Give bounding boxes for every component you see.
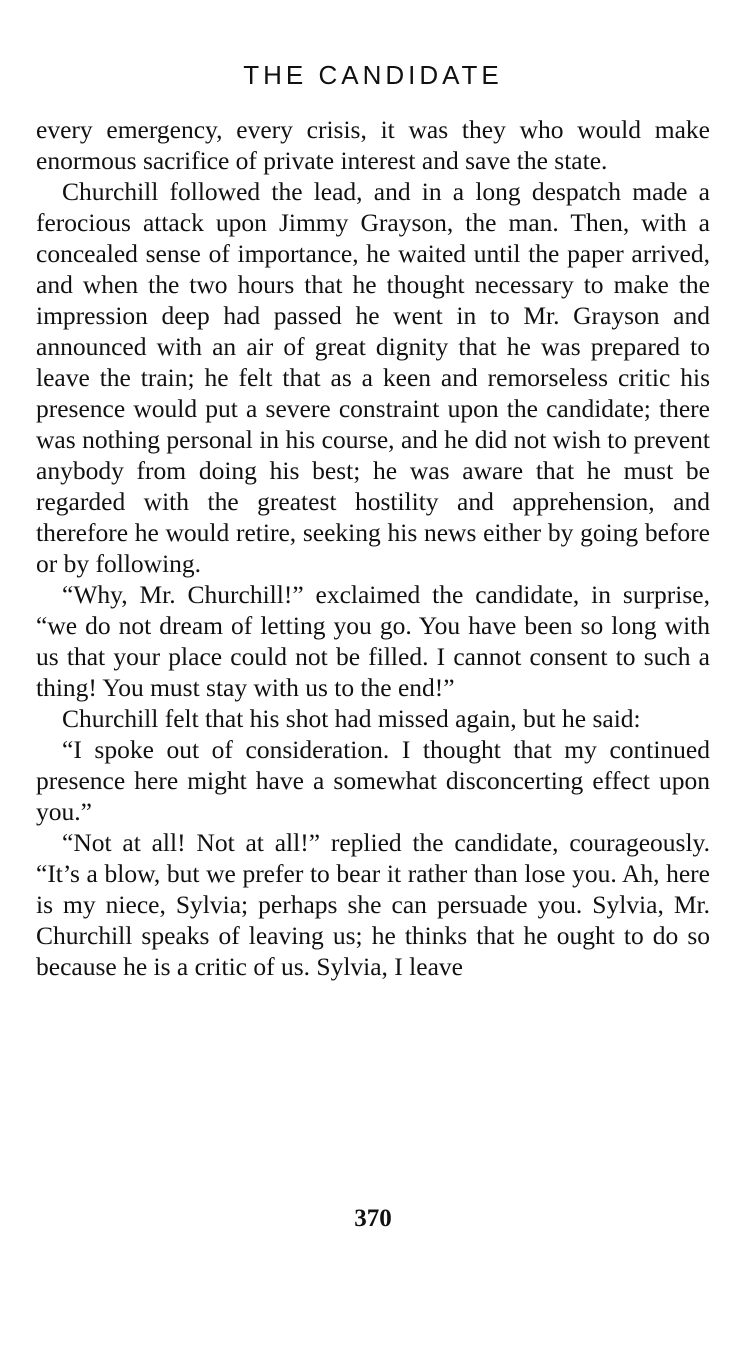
paragraph: “Why, Mr. Churchill!” exclaimed the candidate, in surprise, “we do not dream of letting you go. You have been so long with us that your place could not be filled. I cannot consent to such a thing! You must stay with us to the end!” bbox=[36, 580, 710, 702]
body-text bbox=[36, 114, 710, 982]
running-head: THE CANDIDATE bbox=[243, 60, 503, 90]
page-number: 370 bbox=[354, 1205, 392, 1232]
paragraph: “I spoke out of consideration. I thought that my continued presence here might have a somewhat disconcerting effect upon you.” bbox=[36, 735, 710, 826]
paragraph: “Not at all! Not at all!” replied the candidate, courageously. “It’s a blow, but we prefer to bear it rather than lose you. Ah, here is my niece, Sylvia; perhaps she can persuade you. Sylvia, Mr. Churchill speaks of leaving us; he thinks that he ought to do so because he is a critic of us. Sylvia, I leave bbox=[36, 828, 710, 981]
paragraph-continuation: every emergency, every crisis, it was they who would make enormous sacrifice of private interest and save the state. bbox=[36, 115, 710, 175]
paragraph: Churchill felt that his shot had missed again, but he said: bbox=[62, 704, 641, 733]
paragraph: Churchill followed the lead, and in a long despatch made a ferocious attack upon Jimmy Grayson, the man. Then, with a concealed sense of importance, he waited until the paper arrived, and when the two hours that he thought necessary to make the impression deep had passed he went in to Mr. Grayson and announced with an air of great dignity that he was prepared to leave the train; he felt that as a keen and remorseless critic his presence would put a severe constraint upon the candidate; there was nothing personal in his course, and he did not wish to prevent anybody from doing his best; he was aware that he must be regarded with the greatest hostility and apprehension, and therefore he would retire, seeking his news either by going before or by following. bbox=[36, 177, 710, 578]
